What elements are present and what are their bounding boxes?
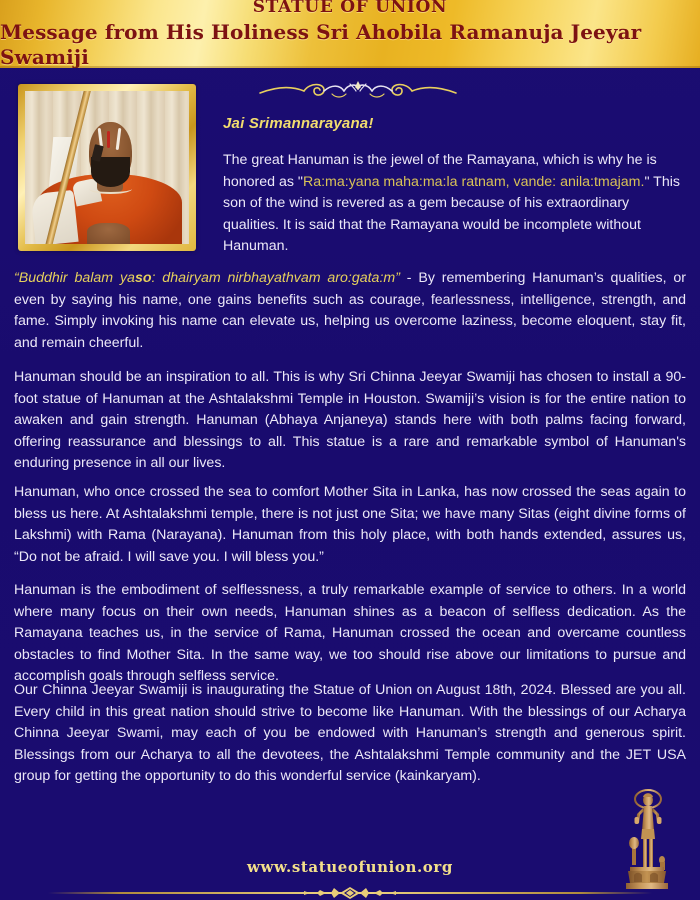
portrait-hands [87,223,130,244]
page-title: STATUE OF UNION [252,0,448,18]
swamiji-portrait [25,91,189,244]
intro-part1: The great Hanuman is the jewel of the Ramayana, which is why he is honored as " [223,152,657,190]
p2-quote-b: : dhairyam nirbhayathvam aro:gata:m [151,270,396,286]
hanuman-statue-icon [614,787,678,892]
decorative-flourish-icon [258,78,458,104]
p2-quote-a: Buddhir balam ya [18,270,135,286]
p2-rest: - By remembering Hanuman’s qualities, or even by saying his name, one gains benefits such as courage, fearlessness, intelligence, strength, and fame. Simply invoking his name can elevate us, helping us overcome laziness, become eloquent, stay fit, and remain cheerful. [14,270,686,351]
p2-quote-bold: so [134,270,152,286]
intro-part2: " This son of the wind is revered as a gem because of his extraordinary qualities. It is said that the Ramayana would be incomplete without Hanuman. [223,173,680,254]
swamiji-portrait-frame [18,84,196,251]
paragraph-4: Hanuman, who once crossed the sea to comfort Mother Sita in Lanka, has now crossed the seas again to bless us here. At Ashtalakshmi temple, there is not just one Sita; we have many Sitas (eight divine forms of Lakshmi) with Rama (Narayana). Hanuman from this holy place, with both hands extended, assures us, “Do not be afraid. I will save you. I will bless you.” [14,484,686,565]
paragraph-6: Our Chinna Jeeyar Swamiji is inaugurating the Statue of Union on August 18th, 2024. Blessed are you all. Every child in this great nation should strive to become like Hanuman. With the blessings of our Acharya Chinna Jeeyar Swami, may each of you be endowed with Hanuman’s strength and generous spirit. Blessings from our Acharya to all the devotees, the Ashtalakshmi Temple community and the JET USA group for getting the opportunity to do this wonderful service (kainkaryam). [14,682,686,784]
page-subtitle: Message from His Holiness Sri Ahobila Ramanuja Jeeyar Swamiji [0,19,642,68]
p2-quote-open: “ [14,270,19,286]
paragraph-5: Hanuman is the embodiment of selflessness, a truly remarkable example of service to others. In a world where many focus on their own needs, Hanuman shines as a beacon of selfless dedication. As the Ramayana teaches us, in the service of Rama, Hanuman crossed the ocean and overcame countless obstacles to find Mother Sita. In the same way, we too should rise above our limitations to pursue and accomplish goals through selfless service. [14,582,686,684]
paragraph-3: Hanuman should be an inspiration to all. This is why Sri Chinna Jeeyar Swamiji has chosen to install a 90-foot statue of Hanuman at the Ashtalakshmi Temple in Houston. Swamiji’s vision is for the entire nation to awaken and gain strength. Hanuman (Abhaya Anjaneya) stands here with both palms facing forward, offering reassurance and blessings to all. This statue is a rare and remarkable symbol of Hanuman's enduring presence in all our lives. [14,369,686,471]
intro-paragraph [223,150,681,258]
greeting-text: Jai Srimannarayana! [223,115,374,132]
footer-divider-ornament [48,886,652,900]
p2-quote-close: ” [395,270,400,286]
intro-sanskrit-quote: Ra:ma:yana maha:ma:la ratnam, vande: anila:tmajam. [302,173,645,190]
page-header [0,0,700,68]
paragraph-2 [14,268,686,354]
website-url[interactable]: www.statueofunion.org [246,858,454,876]
